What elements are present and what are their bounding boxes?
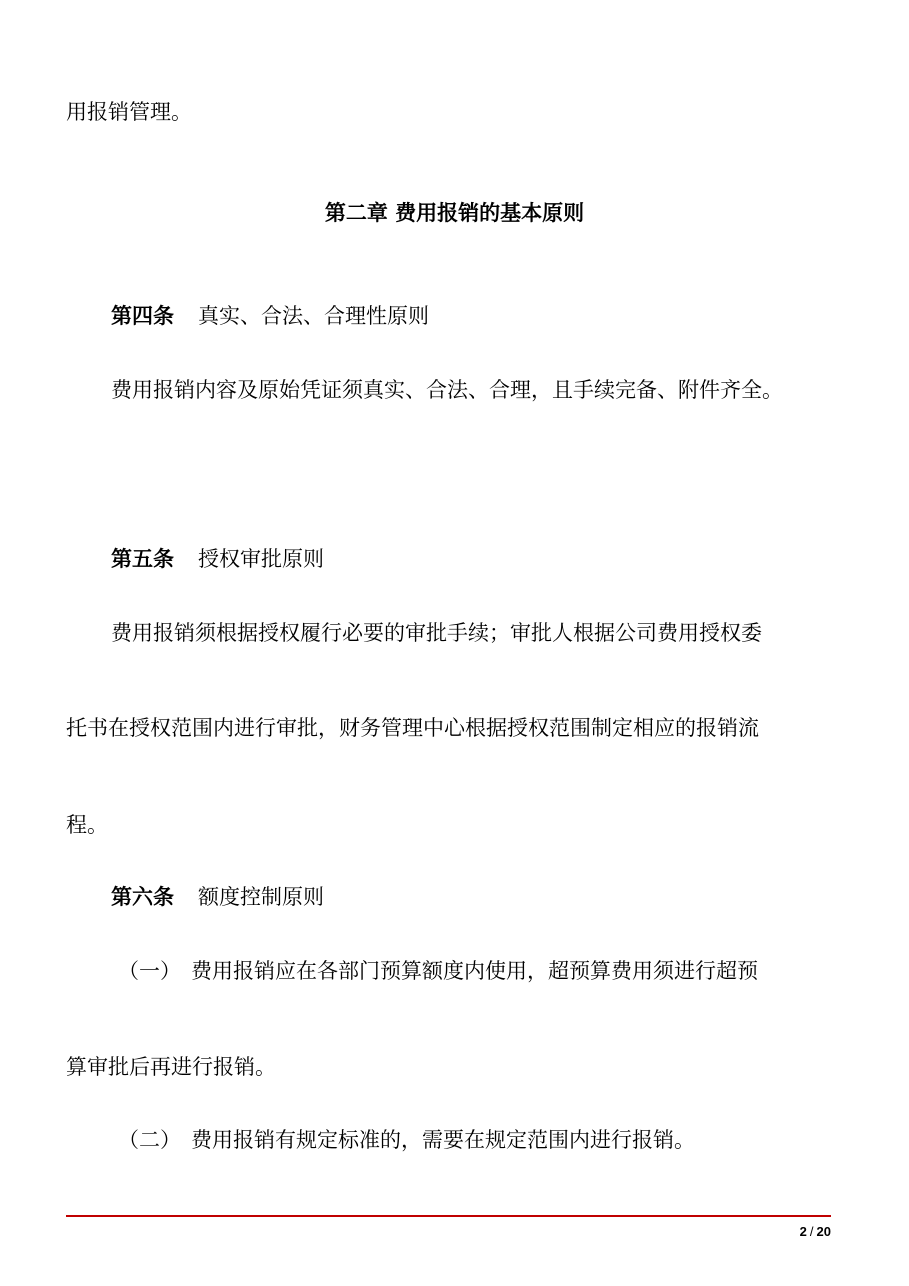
article-5-body-line-1: 费用报销须根据授权履行必要的审批手续；审批人根据公司费用授权委 (111, 621, 762, 645)
article-5-body-line-3: 程。 (66, 813, 108, 837)
footer-rule (66, 1215, 831, 1217)
article-5-heading (111, 545, 324, 573)
article-6-item-2-text: 费用报销有规定标准的，需要在规定范围内进行报销。 (191, 1128, 695, 1152)
total-pages: 20 (816, 1224, 831, 1239)
article-6-heading (111, 883, 324, 911)
page-number (800, 1223, 831, 1241)
article-6-item-1-line-2: 算审批后再进行报销。 (66, 1055, 276, 1079)
article-6-title: 额度控制原则 (198, 885, 324, 909)
chapter-heading: 第二章 费用报销的基本原则 (324, 200, 585, 225)
article-4-label: 第四条 (111, 303, 174, 328)
article-5-label: 第五条 (111, 546, 174, 571)
article-5-title: 授权审批原则 (198, 547, 324, 571)
article-6-label: 第六条 (111, 884, 174, 909)
article-4-body: 费用报销内容及原始凭证须真实、合法、合理，且手续完备、附件齐全。 (111, 378, 783, 402)
article-4-title: 真实、合法、合理性原则 (198, 304, 429, 328)
article-6-item-1-marker: （一） (118, 959, 181, 983)
article-6-item-2 (118, 1126, 695, 1154)
article-5-body-line-2: 托书在授权范围内进行审批，财务管理中心根据授权范围制定相应的报销流 (66, 716, 759, 740)
current-page: 2 (799, 1224, 807, 1239)
article-6-item-2-marker: （二） (118, 1128, 181, 1152)
page-separator: / (809, 1224, 814, 1239)
article-6-item-1-line-1 (118, 957, 758, 985)
article-4-heading (111, 302, 429, 330)
carryover-text: 用报销管理。 (66, 100, 192, 124)
article-6-item-1-text: 费用报销应在各部门预算额度内使用，超预算费用须进行超预 (191, 959, 758, 983)
